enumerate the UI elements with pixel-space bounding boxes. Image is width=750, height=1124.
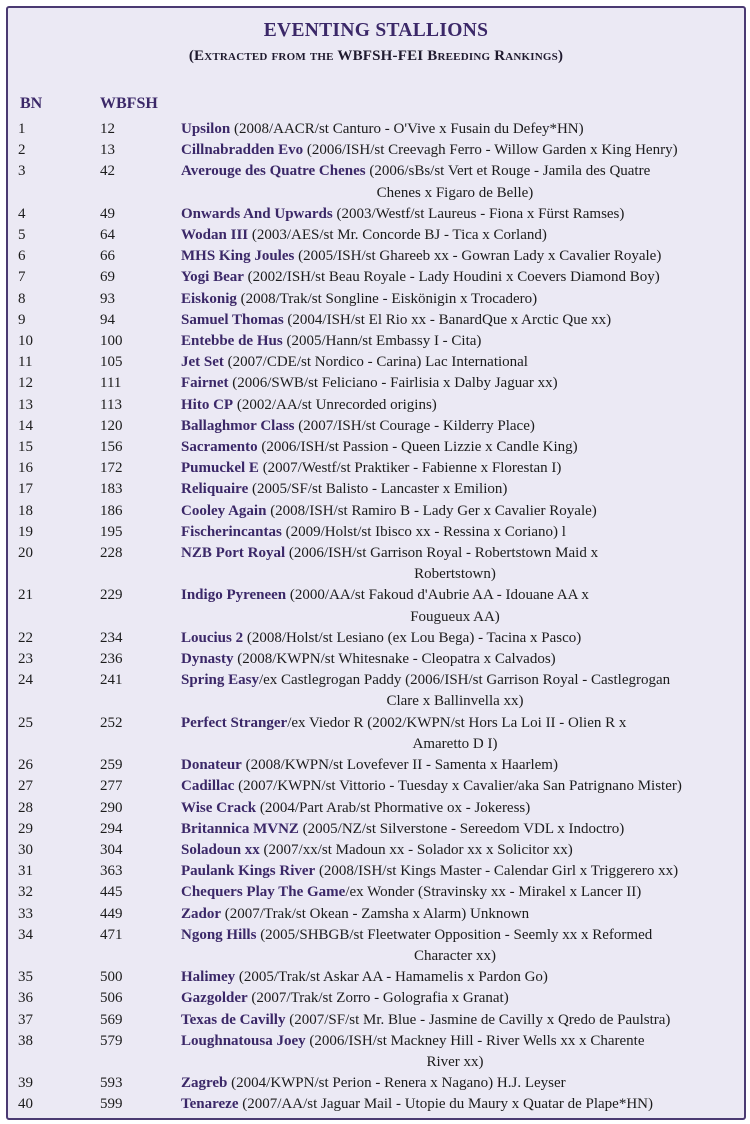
stallion-pedigree: (2007/KWPN/st Vittorio - Tuesday x Cavalier/aka San Patrignano Mister): [234, 778, 682, 795]
table-row: [8, 140, 744, 161]
rank-bn: 3: [18, 163, 26, 180]
stallion-name: Halimey: [181, 969, 236, 986]
stallion-pedigree: (2007/Trak/st Okean - Zamsha x Alarm) Unknown: [221, 905, 530, 922]
stallion-description: [181, 331, 729, 352]
rank-wbfsh: 241: [100, 672, 123, 689]
table-row: [8, 798, 744, 819]
rank-wbfsh: 172: [100, 460, 123, 477]
stallion-pedigree: (2003/AES/st Mr. Concorde BJ - Tica x Corland): [248, 227, 547, 244]
rank-bn: 21: [18, 587, 33, 604]
stallion-description: [181, 925, 729, 967]
stallion-name: Sacramento: [181, 439, 258, 456]
stallion-pedigree-continued: Fougueux AA): [410, 608, 500, 625]
table-row: [8, 161, 744, 203]
rank-wbfsh: 229: [100, 587, 123, 604]
table-row: [8, 628, 744, 649]
table-row: [8, 352, 744, 373]
rank-bn: 10: [18, 333, 33, 350]
table-row: [8, 373, 744, 394]
table-row: [8, 776, 744, 797]
rank-bn: 23: [18, 651, 33, 668]
rank-wbfsh: 105: [100, 354, 123, 371]
rank-bn: 30: [18, 841, 33, 858]
table-row: [8, 840, 744, 861]
stallion-pedigree: (2004/KWPN/st Perion - Renera x Nagano) H.J. Leyser: [227, 1075, 566, 1092]
stallion-pedigree: (2008/ISH/st Kings Master - Calendar Girl x Triggerero xx): [315, 863, 679, 880]
rank-bn: 27: [18, 778, 33, 795]
table-row: [8, 904, 744, 925]
rank-wbfsh: 579: [100, 1032, 123, 1049]
rank-wbfsh: 304: [100, 841, 123, 858]
table-row: [8, 755, 744, 776]
stallion-pedigree: (2005/Hann/st Embassy I - Cita): [282, 333, 482, 350]
rank-bn: 37: [18, 1011, 33, 1028]
stallion-pedigree-continued: Clare x Ballinvella xx): [386, 693, 524, 710]
rank-bn: 26: [18, 757, 33, 774]
rank-wbfsh: 234: [100, 629, 123, 646]
stallion-pedigree: (2005/SHBGB/st Fleetwater Opposition - Seemly xx x Reformed: [256, 926, 653, 943]
stallion-pedigree: (2002/ISH/st Beau Royale - Lady Houdini x Coevers Diamond Boy): [243, 269, 660, 286]
table-row: [8, 119, 744, 140]
rank-bn: 11: [18, 354, 33, 371]
rank-bn: 15: [18, 439, 33, 456]
rank-bn: 4: [18, 205, 26, 222]
rank-bn: 28: [18, 799, 33, 816]
stallion-name: Texas de Cavilly: [181, 1011, 286, 1028]
rank-wbfsh: 64: [100, 227, 115, 244]
rank-wbfsh: 252: [100, 714, 123, 731]
rank-wbfsh: 120: [100, 417, 123, 434]
stallion-name: Soladoun xx: [181, 841, 260, 858]
table-row: [8, 1094, 744, 1115]
rank-wbfsh: 94: [100, 311, 115, 328]
stallion-name: Tenareze: [181, 1096, 239, 1113]
stallion-description: [181, 501, 729, 522]
rank-wbfsh: 290: [100, 799, 123, 816]
stallion-description: [181, 352, 729, 373]
rank-bn: 22: [18, 629, 33, 646]
stallion-name: Britannica MVNZ: [181, 820, 299, 837]
rank-bn: 13: [18, 396, 33, 413]
stallion-name: Zagreb: [181, 1075, 228, 1092]
stallion-pedigree-continued: Robertstown): [414, 566, 496, 583]
table-row: [8, 1010, 744, 1031]
stallion-pedigree: /ex Castlegrogan Paddy (2006/ISH/st Garrison Royal - Castlegrogan: [258, 672, 671, 689]
stallion-description: [181, 458, 729, 479]
stallion-description: [181, 798, 729, 819]
rank-bn: 2: [18, 142, 26, 159]
stallion-description: [181, 840, 729, 861]
rank-bn: 8: [18, 290, 26, 307]
rank-wbfsh: 259: [100, 757, 123, 774]
stallion-name: Fairnet: [181, 375, 229, 392]
rank-bn: 34: [18, 926, 33, 943]
stallion-pedigree-continued: Chenes x Figaro de Belle): [376, 184, 534, 201]
stallion-description: [181, 1031, 729, 1073]
stallion-description: [181, 1073, 729, 1094]
stallion-pedigree: (2006/ISH/st Mackney Hill - River Wells xx x Charente: [305, 1032, 645, 1049]
table-row: [8, 501, 744, 522]
stallion-name: Zador: [181, 905, 222, 922]
rank-wbfsh: 228: [100, 545, 123, 562]
table-row: [8, 331, 744, 352]
stallion-pedigree-continued: River xx): [426, 1053, 484, 1070]
stallion-description: [181, 1010, 729, 1031]
stallion-description: [181, 437, 729, 458]
rank-wbfsh: 186: [100, 502, 123, 519]
table-row: [8, 522, 744, 543]
rank-wbfsh: 93: [100, 290, 115, 307]
table-row: [8, 543, 744, 585]
stallion-pedigree: (2009/Holst/st Ibisco xx - Ressina x Coriano) l: [281, 523, 566, 540]
table-row: [8, 416, 744, 437]
stallion-name: Entebbe de Hus: [181, 333, 283, 350]
page-subtitle: (Extracted from the WBFSH-FEI Breeding Rankings): [188, 48, 564, 64]
stallion-description: [181, 119, 729, 140]
stallion-description: [181, 522, 729, 543]
stallion-pedigree: (2005/ISH/st Ghareeb xx - Gowran Lady x Cavalier Royale): [294, 248, 662, 265]
table-row: [8, 225, 744, 246]
page-title: EVENTING STALLIONS: [263, 20, 489, 41]
rank-wbfsh: 195: [100, 523, 123, 540]
rank-wbfsh: 100: [100, 333, 123, 350]
stallion-pedigree: (2006/ISH/st Creevagh Ferro - Willow Garden x King Henry): [303, 142, 678, 159]
rank-wbfsh: 111: [100, 375, 122, 392]
stallion-name: Spring Easy: [181, 672, 259, 689]
rank-bn: 24: [18, 672, 33, 689]
rank-bn: 33: [18, 905, 33, 922]
stallion-pedigree: (2005/SF/st Balisto - Lancaster x Emilion): [248, 481, 508, 498]
stallion-pedigree: (2006/ISH/st Garrison Royal - Robertstown Maid x: [285, 545, 599, 562]
stallion-pedigree: (2007/Trak/st Zorro - Golografia x Granat): [247, 990, 509, 1007]
stallion-pedigree: (2004/ISH/st El Rio xx - BanardQue x Arctic Que xx): [283, 311, 612, 328]
table-row: [8, 310, 744, 331]
table-row: [8, 289, 744, 310]
stallion-pedigree-continued: Character xx): [413, 947, 497, 964]
stallion-name: Perfect Stranger: [181, 714, 288, 731]
rank-bn: 19: [18, 523, 33, 540]
stallion-name: Loughnatousa Joey: [181, 1032, 306, 1049]
table-row: [8, 395, 744, 416]
table-row: [8, 967, 744, 988]
rank-bn: 35: [18, 969, 33, 986]
stallion-description: [181, 649, 729, 670]
rank-bn: 31: [18, 863, 33, 880]
stallion-name: Loucius 2: [181, 629, 244, 646]
rank-wbfsh: 69: [100, 269, 115, 286]
stallion-description: [181, 861, 729, 882]
stallion-pedigree-continued: Amaretto D I): [412, 735, 498, 752]
rank-wbfsh: 183: [100, 481, 123, 498]
table-row: [8, 670, 744, 712]
stallion-pedigree: (2008/KWPN/st Whitesnake - Cleopatra x Calvados): [233, 651, 556, 668]
stallion-name: Cooley Again: [181, 502, 267, 519]
stallion-pedigree: (2007/Westf/st Praktiker - Fabienne x Florestan I): [258, 460, 562, 477]
stallion-pedigree: (2008/KWPN/st Lovefever II - Samenta x Haarlem): [241, 757, 558, 774]
table-row: [8, 713, 744, 755]
stallion-pedigree: (2006/ISH/st Passion - Queen Lizzie x Candle King): [257, 439, 578, 456]
stallion-pedigree: (2007/AA/st Jaguar Mail - Utopie du Maury x Quatar de Plape*HN): [238, 1096, 653, 1113]
stallion-name: Averouge des Quatre Chenes: [181, 163, 366, 180]
stallion-pedigree: (2002/AA/st Unrecorded origins): [233, 396, 437, 413]
rank-wbfsh: 277: [100, 778, 123, 795]
stallion-pedigree: (2000/AA/st Fakoud d'Aubrie AA - Idouane AA x: [286, 587, 589, 604]
rank-bn: 17: [18, 481, 33, 498]
rank-wbfsh: 156: [100, 439, 123, 456]
rank-wbfsh: 445: [100, 884, 123, 901]
stallion-name: Donateur: [181, 757, 242, 774]
rank-bn: 32: [18, 884, 33, 901]
rank-bn: 40: [18, 1096, 33, 1113]
rank-wbfsh: 13: [100, 142, 115, 159]
table-row: [8, 882, 744, 903]
rank-bn: 18: [18, 502, 33, 519]
rank-wbfsh: 500: [100, 969, 123, 986]
stallion-description: [181, 776, 729, 797]
stallion-list: [8, 119, 744, 1116]
rank-bn: 25: [18, 714, 33, 731]
table-row: [8, 479, 744, 500]
stallion-description: [181, 670, 729, 712]
rank-bn: 9: [18, 311, 26, 328]
stallion-description: [181, 543, 729, 585]
stallion-pedigree: (2008/AACR/st Canturo - O'Vive x Fusain du Defey*HN): [230, 121, 584, 137]
table-row: [8, 1031, 744, 1073]
table-row: [8, 649, 744, 670]
stallion-description: [181, 204, 729, 225]
stallion-pedigree: (2007/SF/st Mr. Blue - Jasmine de Cavilly x Qredo de Paulstra): [285, 1011, 671, 1028]
stallion-name: Ngong Hills: [181, 926, 257, 943]
stallion-name: Samuel Thomas: [181, 311, 284, 328]
rank-wbfsh: 294: [100, 820, 123, 837]
stallion-description: [181, 882, 729, 903]
rank-wbfsh: 12: [100, 121, 115, 137]
rank-bn: 16: [18, 460, 33, 477]
stallion-pedigree: (2008/Trak/st Songline - Eiskönigin x Trocadero): [236, 290, 538, 307]
stallion-name: Fischerincantas: [181, 523, 282, 540]
rank-bn: 14: [18, 417, 33, 434]
stallion-description: [181, 628, 729, 649]
stallion-name: Reliquaire: [181, 481, 249, 498]
table-row: [8, 861, 744, 882]
stallion-pedigree: (2008/ISH/st Ramiro B - Lady Ger x Cavalier Royale): [266, 502, 597, 519]
rank-bn: 20: [18, 545, 33, 562]
stallion-name: Onwards And Upwards: [181, 205, 333, 222]
rank-bn: 29: [18, 820, 33, 837]
rank-bn: 7: [18, 269, 26, 286]
stallion-name: Wodan III: [181, 227, 249, 244]
rank-bn: 6: [18, 248, 26, 265]
rank-wbfsh: 449: [100, 905, 123, 922]
stallion-name: Ballaghmor Class: [181, 417, 295, 434]
stallion-description: [181, 585, 729, 627]
rank-wbfsh: 66: [100, 248, 115, 265]
column-header-wbfsh: WBFSH: [100, 95, 158, 112]
stallion-name: Yogi Bear: [181, 269, 244, 286]
stallion-description: [181, 713, 729, 755]
stallion-name: MHS King Joules: [181, 248, 295, 265]
stallion-pedigree: (2005/Trak/st Askar AA - Hamamelis x Pardon Go): [235, 969, 548, 986]
table-row: [8, 204, 744, 225]
document-frame: [6, 6, 746, 1120]
rank-wbfsh: 471: [100, 926, 123, 943]
rank-bn: 1: [18, 121, 26, 137]
stallion-description: [181, 819, 729, 840]
stallion-pedigree: (2007/xx/st Madoun xx - Solador xx x Solicitor xx): [259, 841, 573, 858]
rank-bn: 12: [18, 375, 33, 392]
rank-bn: 38: [18, 1032, 33, 1049]
stallion-pedigree: (2007/ISH/st Courage - Kilderry Place): [294, 417, 535, 434]
stallion-description: [181, 755, 729, 776]
stallion-description: [181, 140, 729, 161]
stallion-description: [181, 267, 729, 288]
rank-wbfsh: 506: [100, 990, 123, 1007]
rank-wbfsh: 363: [100, 863, 123, 880]
rank-wbfsh: 49: [100, 205, 115, 222]
stallion-description: [181, 988, 729, 1009]
stallion-description: [181, 310, 729, 331]
stallion-pedigree: (2005/NZ/st Silverstone - Sereedom VDL x Indoctro): [298, 820, 625, 837]
rank-wbfsh: 113: [100, 396, 122, 413]
stallion-description: [181, 225, 729, 246]
stallion-name: Eiskonig: [181, 290, 237, 307]
rank-wbfsh: 599: [100, 1096, 123, 1113]
rank-wbfsh: 569: [100, 1011, 123, 1028]
stallion-pedigree: (2007/CDE/st Nordico - Carina) Lac International: [223, 354, 528, 371]
stallion-description: [181, 479, 729, 500]
stallion-pedigree: /ex Wonder (Stravinsky xx - Mirakel x Lancer II): [345, 884, 642, 901]
stallion-pedigree: (2008/Holst/st Lesiano (ex Lou Bega) - Tacina x Pasco): [243, 629, 582, 646]
stallion-description: [181, 904, 729, 925]
table-row: [8, 925, 744, 967]
table-row: [8, 1073, 744, 1094]
rank-bn: 36: [18, 990, 33, 1007]
stallion-description: [181, 967, 729, 988]
column-header-bn: BN: [20, 95, 43, 112]
table-row: [8, 988, 744, 1009]
stallion-name: Paulank Kings River: [181, 863, 316, 880]
table-row: [8, 267, 744, 288]
table-row: [8, 819, 744, 840]
stallion-description: [181, 161, 729, 203]
table-row: [8, 437, 744, 458]
table-row: [8, 458, 744, 479]
stallion-description: [181, 289, 729, 310]
stallion-pedigree: /ex Viedor R (2002/KWPN/st Hors La Loi II - Olien R x: [287, 714, 627, 731]
stallion-name: Chequers Play The Game: [181, 884, 346, 901]
stallion-name: Indigo Pyreneen: [181, 587, 287, 604]
stallion-pedigree: (2006/SWB/st Feliciano - Fairlisia x Dalby Jaguar xx): [228, 375, 558, 392]
stallion-name: Gazgolder: [181, 990, 248, 1007]
stallion-description: [181, 395, 729, 416]
table-row: [8, 246, 744, 267]
stallion-name: Cillnabradden Evo: [181, 142, 304, 159]
stallion-name: Pumuckel E: [181, 460, 259, 477]
rank-wbfsh: 593: [100, 1075, 123, 1092]
stallion-description: [181, 246, 729, 267]
stallion-pedigree: (2004/Part Arab/st Phormative ox - Jokeress): [256, 799, 531, 816]
stallion-name: Cadillac: [181, 778, 235, 795]
stallion-name: Dynasty: [181, 651, 234, 668]
stallion-pedigree: (2003/Westf/st Laureus - Fiona x Fürst Ramses): [332, 205, 625, 222]
stallion-description: [181, 1094, 729, 1115]
stallion-name: NZB Port Royal: [181, 545, 286, 562]
stallion-description: [181, 373, 729, 394]
stallion-name: Hito CP: [181, 396, 234, 413]
stallion-name: Jet Set: [181, 354, 224, 371]
rank-wbfsh: 236: [100, 651, 123, 668]
rank-bn: 39: [18, 1075, 33, 1092]
stallion-name: Wise Crack: [181, 799, 257, 816]
rank-wbfsh: 42: [100, 163, 115, 180]
table-row: [8, 585, 744, 627]
rank-bn: 5: [18, 227, 26, 244]
stallion-pedigree: (2006/sBs/st Vert et Rouge - Jamila des Quatre: [365, 163, 651, 180]
stallion-name: Upsilon: [181, 121, 231, 137]
stallion-description: [181, 416, 729, 437]
